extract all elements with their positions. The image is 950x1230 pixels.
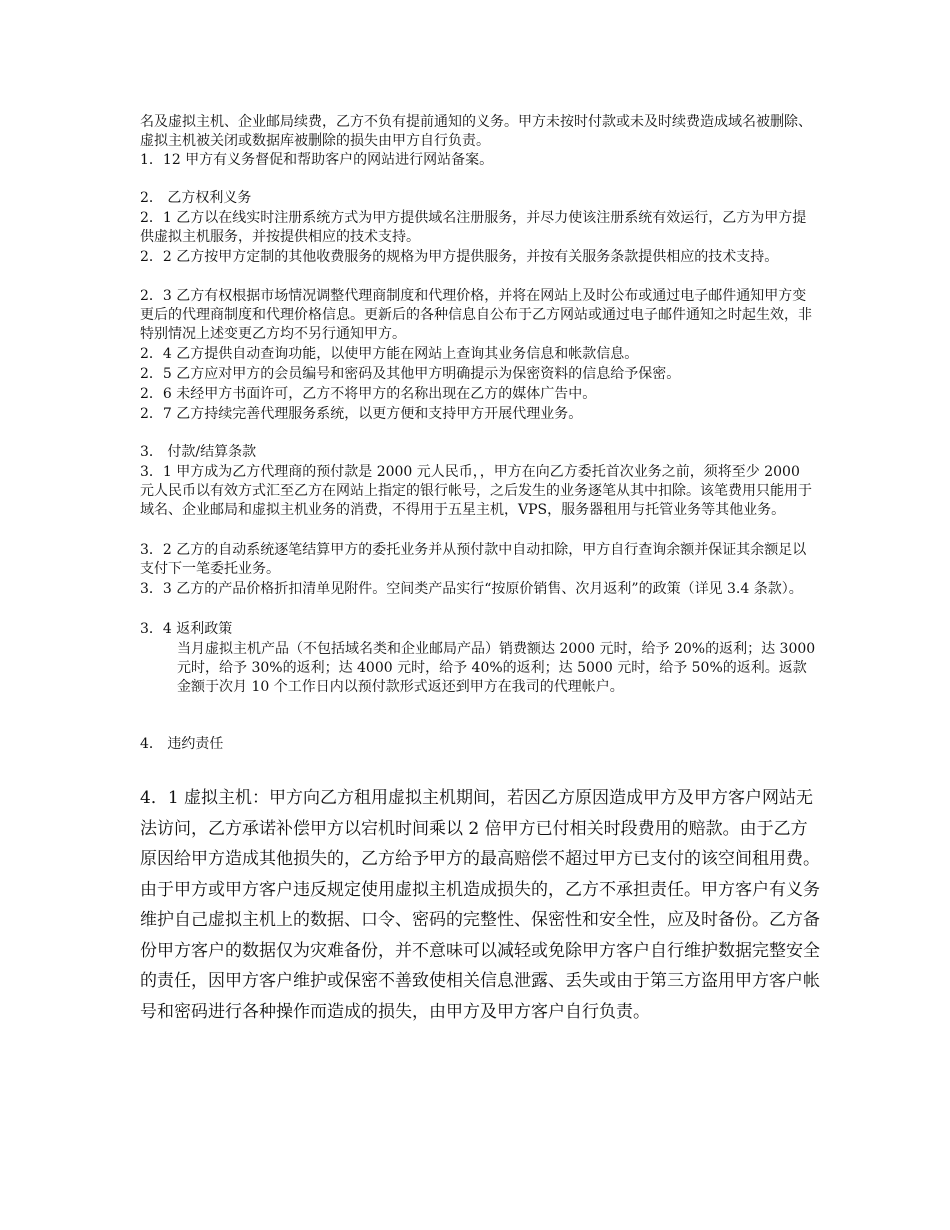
clause-2-2: 2．2 乙方按甲方定制的其他收费服务的规格为甲方提供服务，并按有关服务条款提供相应的技术支持。 xyxy=(140,249,779,265)
clause-3-2: 3．2 乙方的自动系统逐笔结算甲方的委托业务并从预付款中自动扣除，甲方自行查询余额并保证其余额足以支付下一笔委托业务。 xyxy=(140,542,807,577)
section-2-title: 2． 乙方权利义务 xyxy=(140,190,252,206)
section-4-title: 4． 违约责任 xyxy=(140,736,224,752)
clause-2-7: 2．7 乙方持续完善代理服务系统，以更方便和支持甲方开展代理业务。 xyxy=(140,406,583,422)
clause-2-5: 2．5 乙方应对甲方的会员编号和密码及其他甲方明确提示为保密资料的信息给予保密。 xyxy=(140,366,681,382)
clause-2-6: 2．6 未经甲方书面许可，乙方不将甲方的名称出现在乙方的媒体广告中。 xyxy=(140,386,597,402)
clause-3-1: 3．1 甲方成为乙方代理商的预付款是 2000 元人民币，，甲方在向乙方委托首次业务之前，须将至少 2000 元人民币以有效方式汇至乙方在网站上指定的银行帐号，之后发生的业务逐笔从其中扣除。该笔费用只能用于域名、企业邮局和虚拟主机业务的消费，不得用于五星主机，VPS，服务器租用与托管业务等其他业务。 xyxy=(140,464,812,518)
clause-2-3: 2．3 乙方有权根据市场情况调整代理商制度和代理价格，并将在网站上及时公布或通过电子邮件通知甲方变更后的代理商制度和代理价格信息。更新后的各种信息自公布于乙方网站或通过电子邮件通知之时起生效，非特别情况上述变更乙方均不另行通知甲方。 xyxy=(140,288,812,342)
section-3-title: 3． 付款/结算条款 xyxy=(140,444,257,460)
clause-1-12: 1．12 甲方有义务督促和帮助客户的网站进行网站备案。 xyxy=(140,152,494,168)
clause-2-4: 2．4 乙方提供自动查询功能，以使甲方能在网站上查询其业务信息和帐款信息。 xyxy=(140,346,639,362)
clause-3-4-title: 3．4 返利政策 xyxy=(140,621,233,637)
clause-3-3: 3．3 乙方的产品价格折扣清单见附件。空间类产品实行“按原价销售、次月返利”的政策（详见 3.4 条款）。 xyxy=(140,581,803,597)
clause-4-1: 4．1 虚拟主机：甲方向乙方租用虚拟主机期间，若因乙方原因造成甲方及甲方客户网站无法访问，乙方承诺补偿甲方以宕机时间乘以 2 倍甲方已付相关时段费用的赔款。由于乙方原因给甲方造成其他损失的，乙方给予甲方的最高赔偿不超过甲方已支付的该空间租用费。由于甲方或甲方客户违反规定使用虚拟主机造成损失的，乙方不承担责任。甲方客户有义务维护自己虚拟主机上的数据、口令、密码的完整性、保密性和安全性，应及时备份。乙方备份甲方客户的数据仅为灾难备份，并不意味可以减轻或免除甲方客户自行维护数据完整安全的责任，因甲方客户维护或保密不善致使相关信息泄露、丢失或由于第三方盗用甲方客户帐号和密码进行各种操作而造成的损失，由甲方及甲方客户自行负责。 xyxy=(140,788,820,1022)
paragraph-renewal-notice: 名及虚拟主机、企业邮局续费，乙方不负有提前通知的义务。甲方未按时付款或未及时续费造成域名被删除、虚拟主机被关闭或数据库被删除的损失由甲方自行负责。 xyxy=(140,114,812,149)
clause-2-1: 2．1 乙方以在线实时注册系统方式为甲方提供域名注册服务，并尽力使该注册系统有效运行，乙方为甲方提供虚拟主机服务，并按提供相应的技术支持。 xyxy=(140,210,807,245)
clause-3-4-body: 当月虚拟主机产品（不包括域名类和企业邮局产品）销费额达 2000 元时，给予 20%的返利；达 3000 元时，给予 30%的返利；达 4000 元时，给予 40%的返利；达 5000 元时，给予 50%的返利。返款金额于次月 10 个工作日内以预付款形式返还到甲方在我司的代理帐户。 xyxy=(177,641,816,695)
